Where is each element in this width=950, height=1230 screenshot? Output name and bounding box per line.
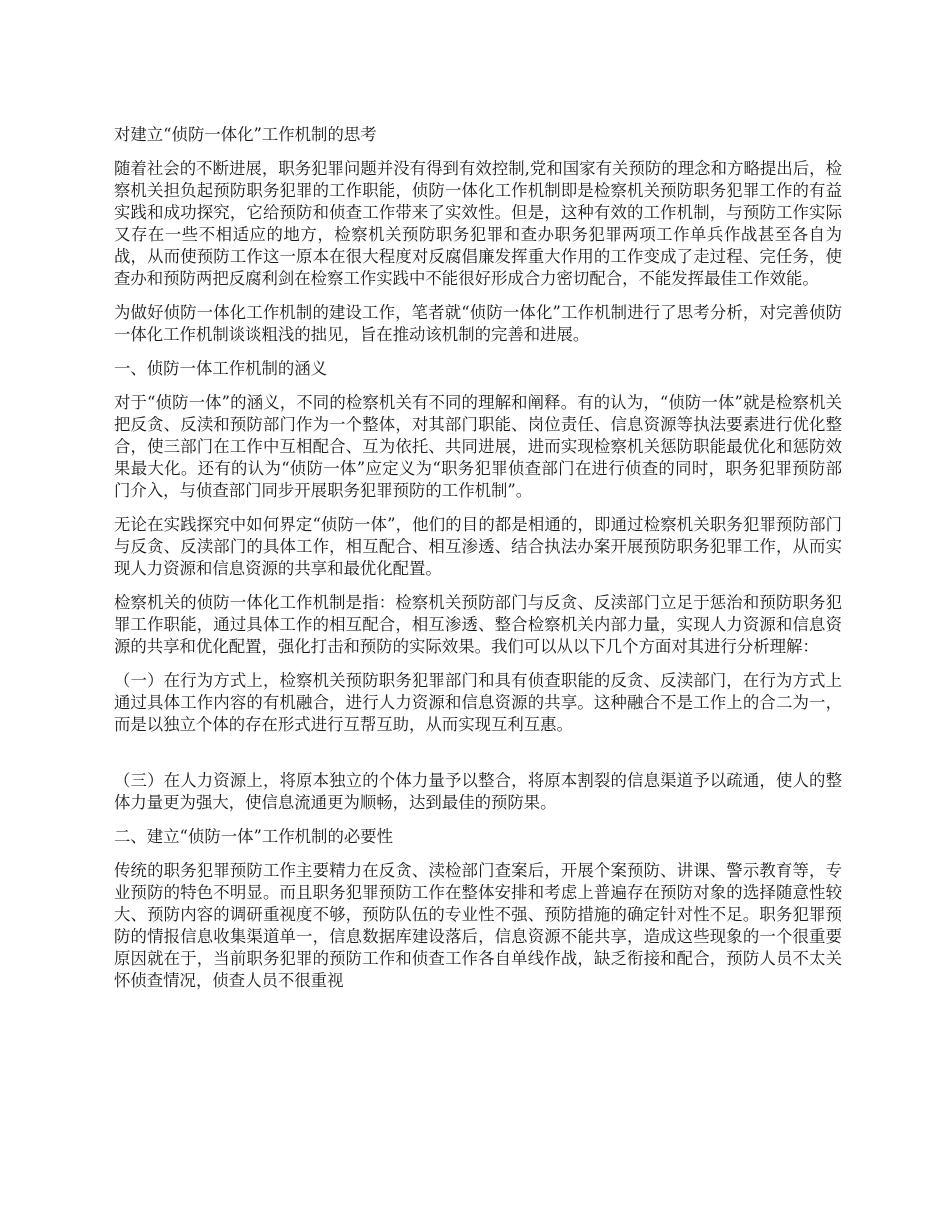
section1-heading: 一、侦防一体工作机制的涵义	[114, 359, 328, 378]
section2-paragraph-1: 传统的职务犯罪预防工作主要精力在反贪、渎检部门查案后，开展个案预防、讲课、警示教育等，专业预防的特色不明显。而且职务犯罪预防工作在整体安排和考虑上普遍存在预防对象的选择随意性较大、预防内容的调研重视度不够，预防队伍的专业性不强、预防措施的确定针对性不足。职务犯罪预防的情报信息收集渠道单一，信息数据库建设落后，信息资源不能共享，造成这些现象的一个很重要原因就在于，当前职务犯罪的预防工作和侦查工作各自单线作战，缺乏衔接和配合，预防人员不太关怀侦查情况，侦查人员不很重视	[114, 861, 842, 990]
section1-paragraph-2: 无论在实践探究中如何界定“侦防一体”，他们的目的都是相通的，即通过检察机关职务犯罪预防部门与反贪、反渎部门的具体工作，相互配合、相互渗透、结合执法办案开展预防职务犯罪工作，从而实现人力资源和信息资源的共享和最优化配置。	[114, 515, 842, 578]
section1-paragraph-3: 检察机关的侦防一体化工作机制是指：检察机关预防部门与反贪、反渎部门立足于惩治和预防职务犯罪工作职能，通过具体工作的相互配合，相互渗透、整合检察机关内部力量，实现人力资源和信息资源的共享和优化配置，强化打击和预防的实际效果。我们可以从以下几个方面对其进行分析理解：	[114, 593, 842, 656]
document-title: 对建立“侦防一体化”工作机制的思考	[114, 125, 377, 144]
section2-heading: 二、建立“侦防一体”工作机制的必要性	[114, 827, 394, 846]
section1-paragraph-4: （一）在行为方式上，检察机关预防职务犯罪部门和具有侦查职能的反贪、反渎部门，在行为方式上通过具体工作内容的有机融合，进行人力资源和信息资源的共享。这种融合不是工作上的合二为一，而是以独立个体的存在形式进行互帮互助，从而实现互利互惠。	[114, 671, 842, 734]
intro-paragraph-1: 随着社会的不断进展，职务犯罪问题并没有得到有效控制,党和国家有关预防的理念和方略提出后，检察机关担负起预防职务犯罪的工作职能，侦防一体化工作机制即是检察机关预防职务犯罪工作的有益实践和成功探究，它给预防和侦查工作带来了实效性。但是，这种有效的工作机制，与预防工作实际又存在一些不相适应的地方，检察机关预防职务犯罪和查办职务犯罪两项工作单兵作战甚至各自为战，从而使预防工作这一原本在很大程度对反腐倡廉发挥重大作用的工作变成了走过程、完任务，使查办和预防两把反腐利剑在检察工作实践中不能很好形成合力密切配合，不能发挥最佳工作效能。	[114, 159, 842, 288]
document-page	[114, 124, 842, 1004]
intro-paragraph-2: 为做好侦防一体化工作机制的建设工作，笔者就“侦防一体化”工作机制进行了思考分析，对完善侦防一体化工作机制谈谈粗浅的拙见，旨在推动该机制的完善和进展。	[114, 303, 842, 344]
section1-paragraph-1: 对于“侦防一体”的涵义，不同的检察机关有不同的理解和阐释。有的认为，“侦防一体”就是检察机关把反贪、反渎和预防部门作为一个整体，对其部门职能、岗位责任、信息资源等执法要素进行优化整合，使三部门在工作中互相配合、互为依托、共同进展，进而实现检察机关惩防职能最优化和惩防效果最大化。还有的认为“侦防一体”应定义为“职务犯罪侦查部门在进行侦查的同时，职务犯罪预防部门介入，与侦查部门同步开展职务犯罪预防的工作机制”。	[114, 393, 842, 500]
section1-paragraph-5: （三）在人力资源上，将原本独立的个体力量予以整合，将原本割裂的信息渠道予以疏通，使人的整体力量更为强大，使信息流通更为顺畅，达到最佳的预防果。	[114, 771, 842, 812]
blank-gap	[114, 748, 842, 770]
